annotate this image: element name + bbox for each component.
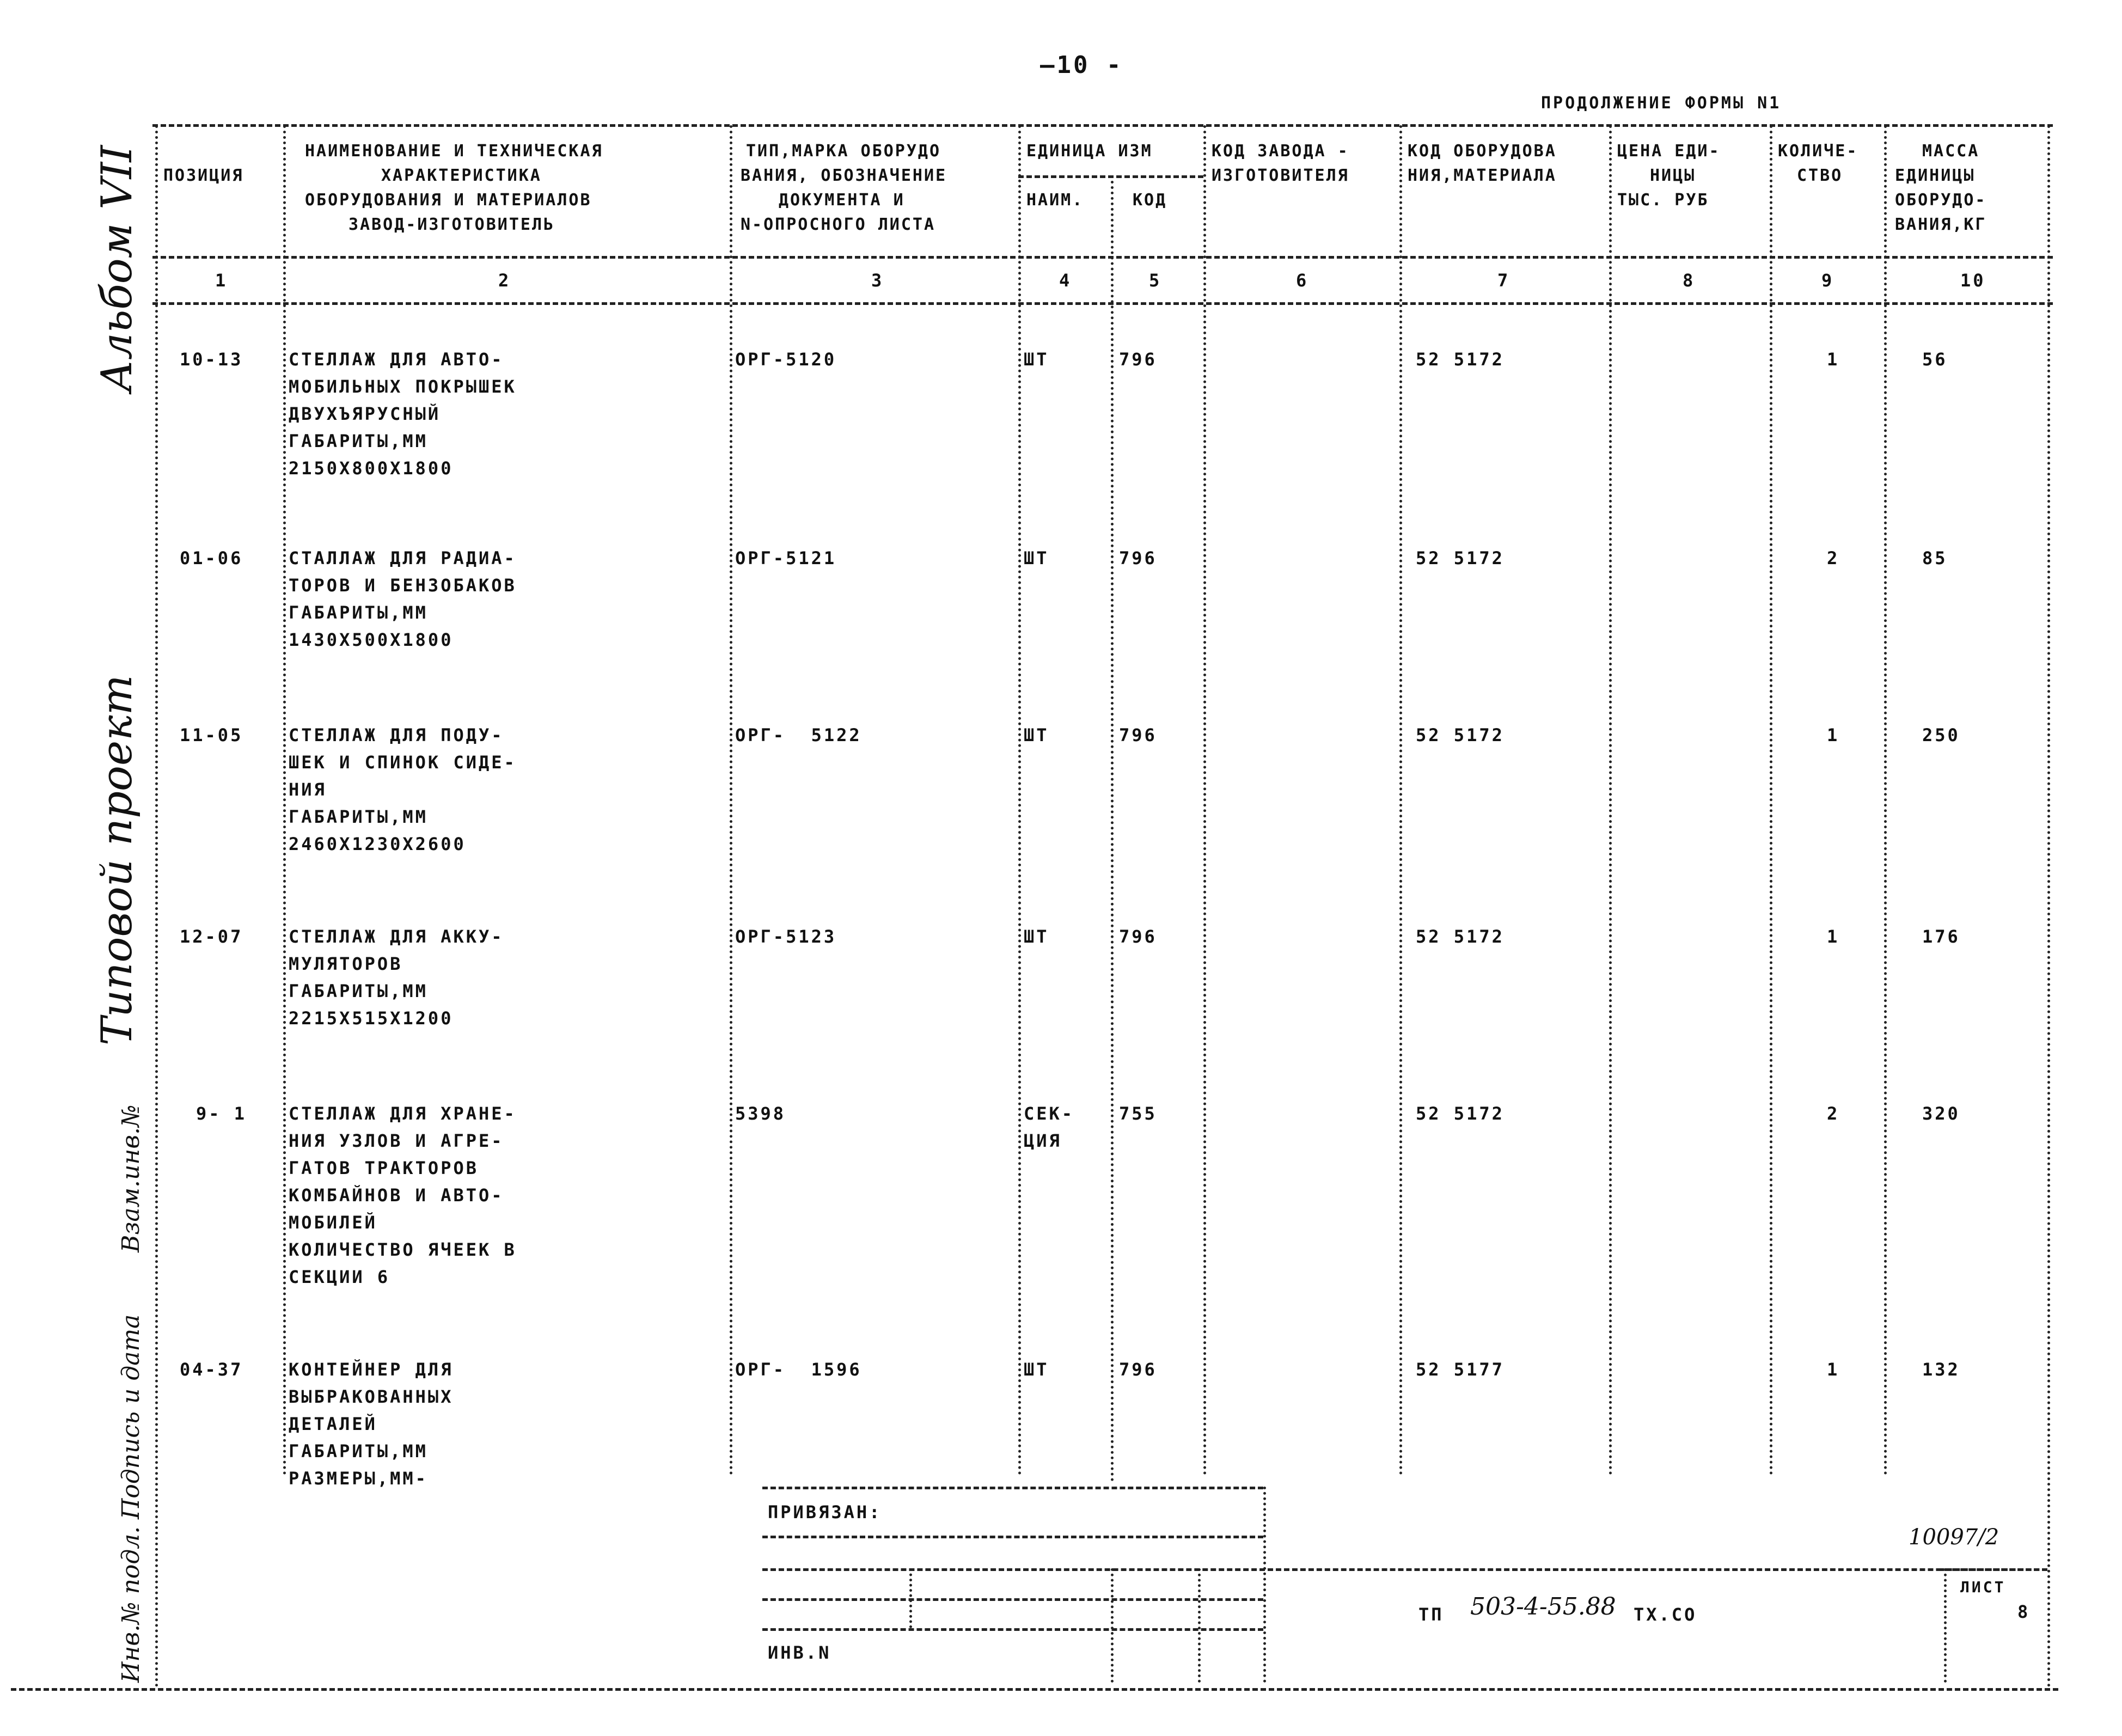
row-equip-code: 52 5177 [1416,1359,1505,1380]
row-name-line: ДЕТАЛЕЙ [289,1414,377,1434]
colnum-10: 10 [1960,270,1986,291]
row-unit: ШТ [1024,1359,1049,1380]
row-name-line: 2150X800X1800 [289,458,454,479]
header-col2-l3: ОБОРУДОВАНИЯ И МАТЕРИАЛОВ [305,191,592,210]
margin-replace-inv: Взам.инв.№ [117,1104,145,1252]
row-name-line: КОНТЕЙНЕР ДЛЯ [289,1359,454,1380]
stamp-rule-1 [762,1487,1263,1489]
header-col3-l2: ВАНИЯ, ОБОЗНАЧЕНИЕ [741,166,947,185]
stamp-rule-5 [762,1628,1263,1631]
continuation-title: ПРОДОЛЖЕНИЕ ФОРМЫ N1 [1541,94,1782,113]
row-mass: 85 [1922,548,1948,569]
row-name-line: СТЕЛЛАЖ ДЛЯ ХРАНЕ- [289,1103,517,1124]
header-col3-l4: N-ОПРОСНОГО ЛИСТА [741,215,936,234]
header-col2-l4: ЗАВОД-ИЗГОТОВИТЕЛЬ [348,215,555,234]
colnum-9: 9 [1821,270,1834,291]
row-name-line: ШЕК И СПИНОК СИДЕ- [289,752,517,773]
col-sep-8 [1770,125,1772,1476]
row-name-line: ТОРОВ И БЕНЗОБАКОВ [289,575,517,596]
colnum-4: 4 [1059,270,1072,291]
colnum-6: 6 [1296,270,1309,291]
colnum-7: 7 [1497,270,1511,291]
header-unit-name: НАИМ. [1026,191,1084,210]
row-unit-code: 796 [1119,1359,1157,1380]
col-sep-4 [1111,175,1114,1482]
row-name-line: КОМБАЙНОВ И АВТО- [289,1185,504,1206]
row-position: 01-06 [180,548,243,569]
header-col3-l1: ТИП,МАРКА ОБОРУДО [746,142,941,161]
row-mass: 320 [1922,1103,1960,1124]
col-sep-2 [730,125,732,1476]
row-mass: 250 [1922,725,1960,745]
header-unit: ЕДИНИЦА ИЗМ [1026,142,1153,161]
row-qty: 2 [1827,548,1840,569]
margin-inv-podl: Инв.№ подл. [117,1526,145,1683]
row-mass: 56 [1922,349,1948,370]
header-unit-code: КОД [1133,191,1167,210]
stamp-sep-e [1944,1568,1947,1683]
rule-top [152,124,2053,127]
row-name-line: ГАТОВ ТРАКТОРОВ [289,1158,479,1178]
row-type: ОРГ-5120 [735,349,837,370]
rule-header-bottom [152,256,2053,259]
row-name-line: КОЛИЧЕСТВО ЯЧЕЕК В [289,1239,517,1260]
row-equip-code: 52 5172 [1416,926,1505,947]
col-sep-1 [283,125,286,1476]
row-unit-code: 796 [1119,349,1157,370]
row-unit: ШТ [1024,926,1049,947]
colnum-1: 1 [215,270,228,291]
row-unit-code: 796 [1119,725,1157,745]
col-sep-10 [2047,125,2050,1688]
row-unit-code: 796 [1119,548,1157,569]
stamp-sep-c [1198,1568,1201,1683]
col-sep-7 [1609,125,1612,1476]
stamp-inv: ИНВ.N [768,1642,831,1663]
rule-colnums-bottom [152,302,2053,305]
margin-album: Альбом VII [93,145,142,392]
row-name-line: НИЯ УЗЛОВ И АГРЕ- [289,1130,504,1151]
row-name-line: СЕКЦИИ 6 [289,1267,390,1287]
row-position: 9- 1 [196,1103,247,1124]
row-position: 04-37 [180,1359,243,1380]
row-type: 5398 [735,1103,786,1124]
row-name-line: ГАБАРИТЫ,ММ [289,806,428,827]
header-col9-l1: КОЛИЧЕ- [1778,142,1858,161]
row-name-line: ГАБАРИТЫ,ММ [289,602,428,623]
row-position: 10-13 [180,349,243,370]
row-qty: 1 [1827,725,1840,745]
row-qty: 1 [1827,926,1840,947]
row-mass: 132 [1922,1359,1960,1380]
stamp-doc-prefix: ТП [1418,1604,1444,1625]
header-col10-l2: ЕДИНИЦЫ [1895,166,1976,185]
stamp-doc-suffix: ТХ.СО [1634,1604,1697,1625]
col-sep-6 [1399,125,1402,1476]
stamp-doc-number: 503-4-55.88 [1470,1593,1616,1621]
header-col10-l3: ОБОРУДО- [1895,191,1987,210]
row-mass: 176 [1922,926,1960,947]
stamp-privyazan: ПРИВЯЗАН: [768,1502,882,1523]
stamp-sheet-number: 8 [2017,1601,2031,1622]
stamp-sep-b [1111,1568,1114,1683]
row-unit: ШТ [1024,548,1049,569]
header-col8-l3: ТЫС. РУБ [1617,191,1709,210]
col-sep-0 [155,125,158,1688]
row-name-line: ВЫБРАКОВАННЫХ [289,1386,454,1407]
col-sep-3 [1018,125,1021,1476]
row-name-line: 1430X500X1800 [289,629,454,650]
row-name-line: ГАБАРИТЫ,ММ [289,981,428,1001]
row-name-line: ГАБАРИТЫ,ММ [289,431,428,451]
header-col8-l2: НИЦЫ [1650,166,1696,185]
row-name-line: МОБИЛЕЙ [289,1212,377,1233]
header-col6-l2: ИЗГОТОВИТЕЛЯ [1212,166,1349,185]
row-name-line: СТАЛЛАЖ ДЛЯ РАДИА- [289,548,517,569]
row-equip-code: 52 5172 [1416,725,1505,745]
page-number: –10 - [1040,51,1123,79]
stamp-rule-6 [1938,1568,2047,1571]
stamp-sep-d [1263,1487,1266,1683]
row-qty: 1 [1827,349,1840,370]
row-name-line: СТЕЛЛАЖ ДЛЯ ПОДУ- [289,725,504,745]
row-unit: ШТ [1024,349,1049,370]
header-col10-l4: ВАНИЯ,КГ [1895,215,1987,234]
colnum-2: 2 [498,270,511,291]
row-name-line: 2460X1230X2600 [289,834,466,854]
row-name-line: МОБИЛЬНЫХ ПОКРЫШЕК [289,376,517,397]
row-name-line: МУЛЯТОРОВ [289,953,403,974]
header-col9-l2: СТВО [1797,166,1843,185]
row-unit: ШТ [1024,725,1049,745]
row-unit: СЕК- [1024,1103,1075,1124]
row-equip-code: 52 5172 [1416,349,1505,370]
row-qty: 2 [1827,1103,1840,1124]
row-name-line: 2215X515X1200 [289,1008,454,1029]
colnum-8: 8 [1683,270,1696,291]
stamp-sep-a [909,1568,912,1628]
header-col2-l1: НАИМЕНОВАНИЕ И ТЕХНИЧЕСКАЯ [305,142,603,161]
colnum-5: 5 [1149,270,1162,291]
row-type: ОРГ- 5122 [735,725,862,745]
stamp-rule-4 [762,1598,1263,1601]
row-type: ОРГ-5121 [735,548,837,569]
stamp-sheet-label: ЛИСТ [1960,1578,2006,1596]
header-col3-l3: ДОКУМЕНТА И [779,191,905,210]
col-sep-5 [1203,125,1206,1476]
header-col1: ПОЗИЦИЯ [163,166,244,185]
row-name-line: ДВУХЪЯРУСНЫЙ [289,404,441,424]
stamp-rule-2 [762,1536,1263,1538]
row-name-line: СТЕЛЛАЖ ДЛЯ АККУ- [289,926,504,947]
header-col8-l1: ЦЕНА ЕДИ- [1617,142,1721,161]
stamp-rule-3 [762,1568,2047,1571]
header-col6-l1: КОД ЗАВОДА - [1212,142,1349,161]
row-position: 11-05 [180,725,243,745]
margin-sign-date: Подпись и дата [117,1314,145,1519]
rule-page-bottom [11,1688,2058,1691]
row-name-line: НИЯ [289,779,327,800]
colnum-3: 3 [871,270,884,291]
stamp-handwritten-ref: 10097/2 [1909,1525,1999,1550]
row-name-line: РАЗМЕРЫ,ММ- [289,1468,428,1489]
row-name-line: ГАБАРИТЫ,ММ [289,1441,428,1462]
header-col7-l2: НИЯ,МАТЕРИАЛА [1408,166,1557,185]
row-type: ОРГ-5123 [735,926,837,947]
row-name-line: СТЕЛЛАЖ ДЛЯ АВТО- [289,349,504,370]
row-equip-code: 52 5172 [1416,548,1505,569]
row-position: 12-07 [180,926,243,947]
col-sep-9 [1884,125,1887,1476]
row-qty: 1 [1827,1359,1840,1380]
row-equip-code: 52 5172 [1416,1103,1505,1124]
row-unit-code: 755 [1119,1103,1157,1124]
row-unit: ЦИЯ [1024,1130,1062,1151]
header-col2-l2: ХАРАКТЕРИСТИКА [381,166,542,185]
margin-typical-project: Типовой проект [93,675,142,1046]
row-type: ОРГ- 1596 [735,1359,862,1380]
row-unit-code: 796 [1119,926,1157,947]
header-col7-l1: КОД ОБОРУДОВА [1408,142,1557,161]
header-col10-l1: МАССА [1922,142,1980,161]
